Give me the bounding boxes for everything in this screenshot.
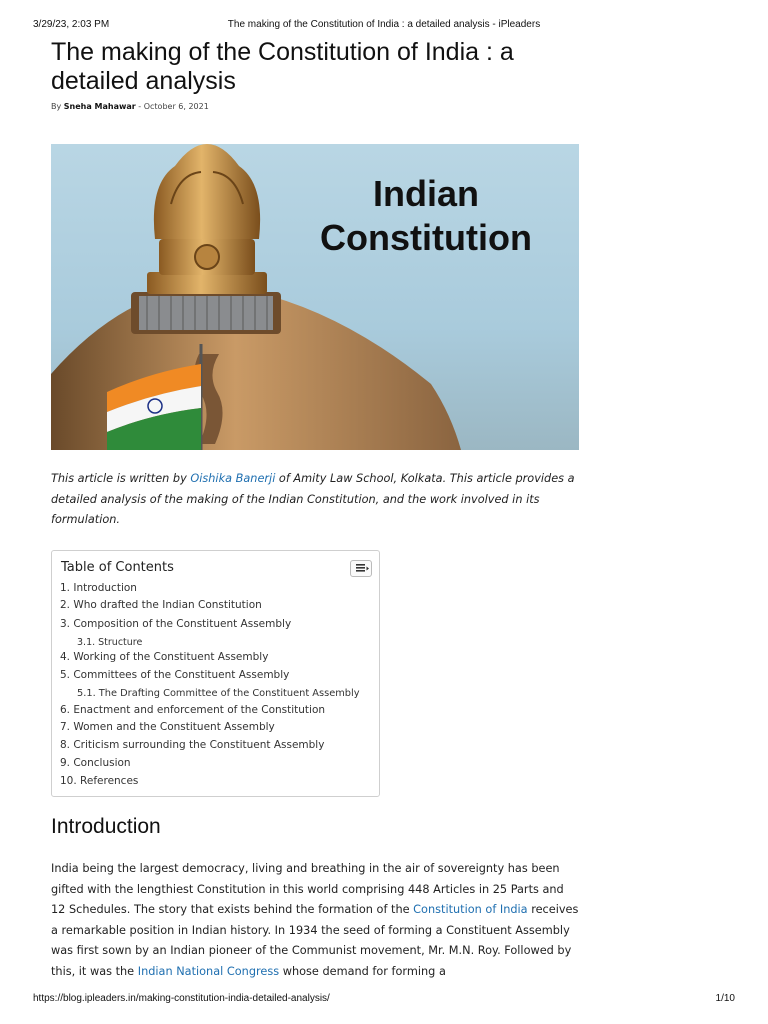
toc-link[interactable]: 8. Criticism surrounding the Constituent Assembly (60, 739, 325, 751)
toc-link[interactable]: 3. Composition of the Constituent Assembly (60, 618, 292, 630)
byline-prefix: By (51, 102, 62, 111)
toc-toggle-button[interactable] (350, 560, 372, 577)
paragraph-text: India being the largest democracy, living and breathing in the air of sovereignty has been gifted with the lengthiest Constitution in this world comprising 448 Articles in 25 Parts and 12 Schedules. The story that exists behind the formation of the (51, 862, 564, 916)
byline (51, 102, 209, 111)
toc-link[interactable]: 5. Committees of the Constituent Assembly (60, 669, 290, 681)
toc-link[interactable]: 10. References (60, 775, 139, 787)
toc-sublink[interactable]: 3.1. Structure (77, 637, 143, 648)
page-number: 1/10 (715, 993, 735, 1004)
hero-caption-line1: Indian (373, 173, 479, 214)
article-title: The making of the Constitution of India : a detailed analysis (51, 38, 514, 95)
intro-note-text: This article is written by (51, 472, 191, 485)
hero-caption (296, 172, 556, 260)
hero-caption-line2: Constitution (320, 217, 532, 258)
toc-link[interactable]: 7. Women and the Constituent Assembly (60, 721, 275, 733)
introduction-paragraph (51, 859, 581, 982)
toc-link[interactable]: 6. Enactment and enforcement of the Constitution (60, 704, 326, 716)
section-heading-introduction: Introduction (51, 815, 161, 838)
toc-sublink[interactable]: 5.1. The Drafting Committee of the Constituent Assembly (77, 688, 360, 699)
constitution-of-india-link[interactable]: Constitution of India (413, 903, 528, 916)
list-toggle-icon (351, 561, 371, 576)
toc-link[interactable]: 9. Conclusion (60, 757, 131, 769)
toc-link[interactable]: 1. Introduction (60, 582, 137, 594)
contributor-link[interactable]: Oishika Banerji (190, 472, 276, 485)
paragraph-text-continued: receives a remarkable position in Indian history. In 1934 the seed of forming a Constituent Assembly was first sown by an Indian pioneer of the Communist movement, Mr. M.N. Roy. Followed by this, it was the (51, 903, 579, 978)
print-header (0, 19, 768, 31)
byline-separator: - (138, 102, 142, 111)
print-document-title: The making of the Constitution of India : a detailed analysis - iPleaders (227, 19, 541, 30)
table-of-contents (51, 550, 380, 797)
intro-note-text-continued: of Amity Law School, Kolkata. This article provides a detailed analysis of the making of the Indian Constitution, and the work involved in its formulation. (51, 472, 575, 526)
indian-national-congress-link[interactable]: Indian National Congress (137, 964, 280, 978)
toc-link[interactable]: 4. Working of the Constituent Assembly (60, 651, 269, 663)
print-datetime: 3/29/23, 2:03 PM (33, 19, 110, 30)
hero-image (51, 144, 579, 450)
print-footer (0, 993, 768, 1005)
article-intro-note (51, 469, 581, 531)
toc-title: Table of Contents (61, 560, 174, 575)
publish-date: October 6, 2021 (143, 102, 209, 111)
print-url: https://blog.ipleaders.in/making-constitution-india-detailed-analysis/ (33, 993, 330, 1004)
author-link[interactable]: Sneha Mahawar (63, 102, 136, 111)
paragraph-text-end: whose demand for forming a (279, 964, 446, 978)
toc-link[interactable]: 2. Who drafted the Indian Constitution (60, 599, 262, 611)
